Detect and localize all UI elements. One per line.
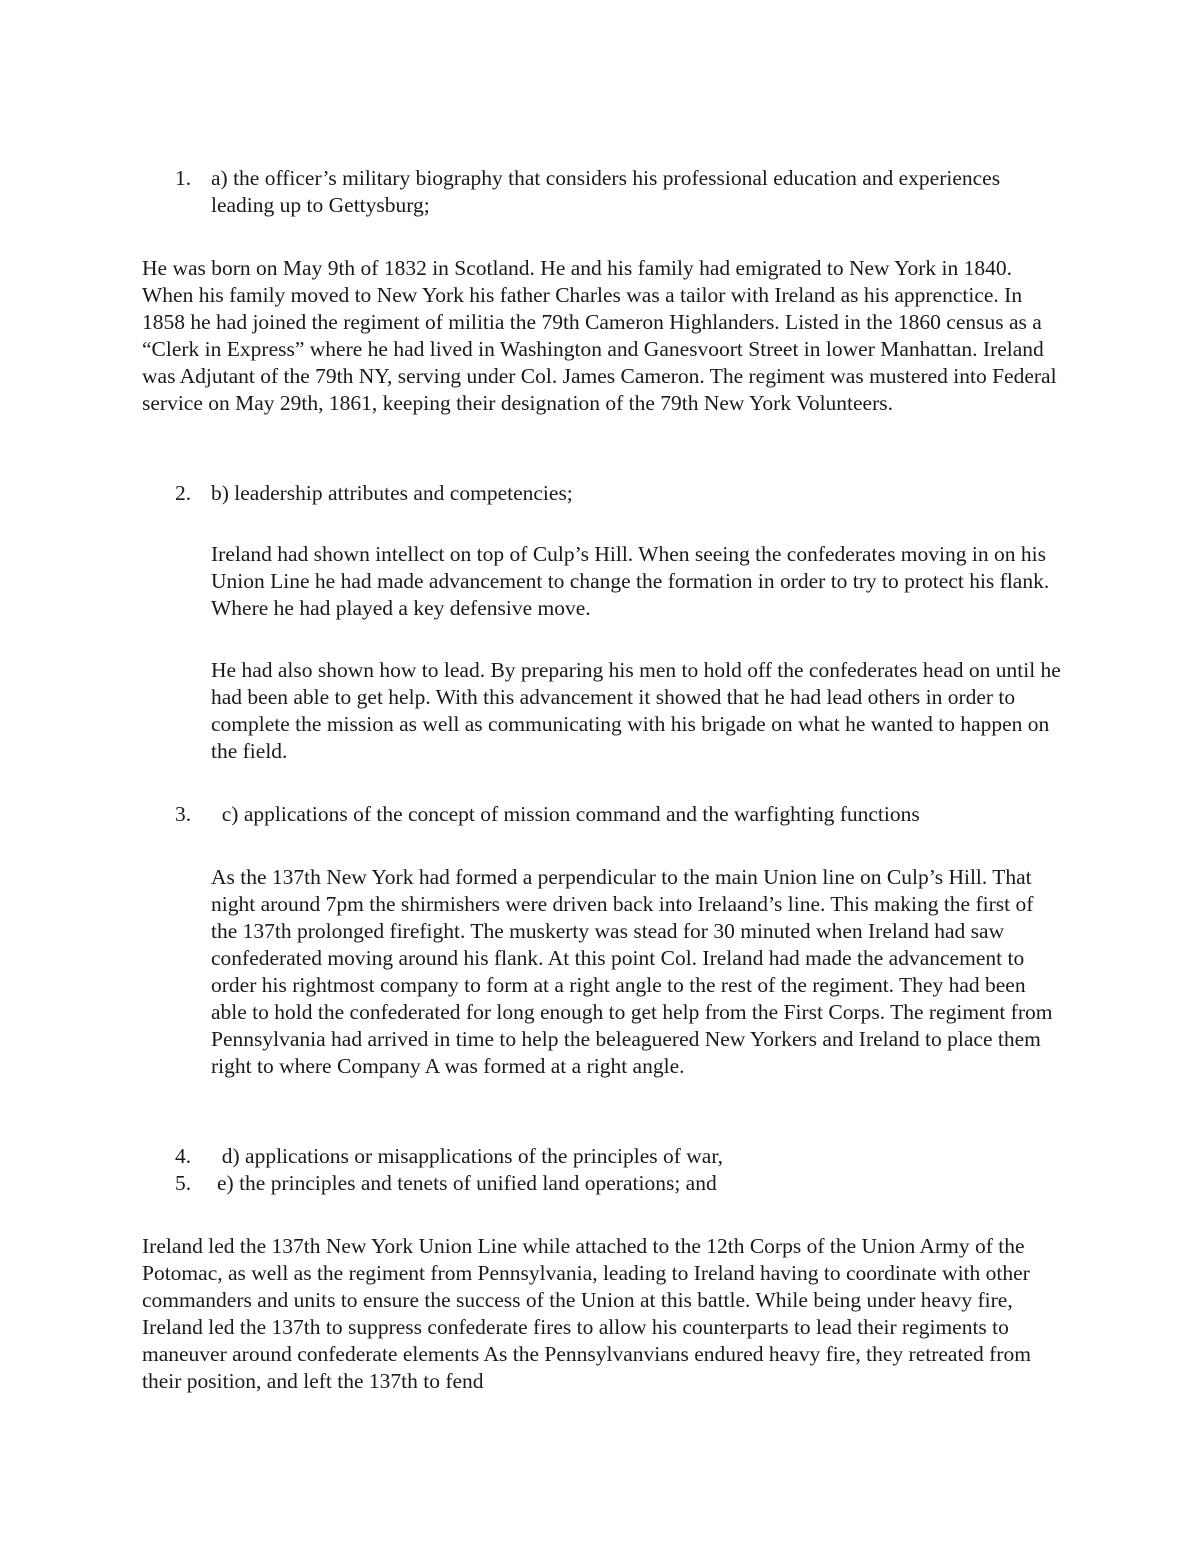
list-number: 5. bbox=[175, 1171, 192, 1195]
list-text: e) the principles and tenets of unified land operations; and bbox=[217, 1171, 717, 1195]
paragraph-unified-land-ops: Ireland led the 137th New York Union Line while attached to the 12th Corps of the Union Army of the Potomac, as well as the regiment from Pennsylvania, leading to Ireland having to coordinate with other commanders and units to ensure the success of the Union at this battle. While being under heavy fire, Ireland led the 137th to suppress confederate fires to allow his counterparts to lead their regiments to maneuver around confederate elements As the Pennsylvanvians endured heavy fire, they retreated from their position, and left the 137th to fend bbox=[142, 1234, 1031, 1393]
list-text: a) the officer’s military biography that considers his professional education and experiences leading up to Gettysburg; bbox=[211, 166, 1001, 217]
paragraph-mission-command: As the 137th New York had formed a perpendicular to the main Union line on Culp’s Hill. That night around 7pm the shirmishers were driven back into Irelaand’s line. This making the first of the 137th prolonged firefight. The muskerty was stead for 30 minuted when Ireland had saw confederated moving around his flank. At this point Col. Ireland had made the advancement to order his rightmost company to form at a right angle to the rest of the regiment. They had been able to hold the confederated for long enough to get help from the First Corps. The regiment from Pennsylvania had arrived in time to help the beleaguered New Yorkers and Ireland to place them right to where Company A was formed at a right angle. bbox=[211, 865, 1053, 1078]
paragraph-biography: He was born on May 9th of 1832 in Scotland. He and his family had emigrated to New York in 1840. When his family moved to New York his father Charles was a tailor with Ireland as his apprenctice. In 1858 he had joined the regiment of militia the 79th Cameron Highlanders. Listed in the 1860 census as a “Clerk in Express” where he had lived in Washington and Ganesvoort Street in lower Manhattan. Ireland was Adjutant of the 79th NY, serving under Col. James Cameron. The regiment was mustered into Federal service on May 29th, 1861, keeping their designation of the 79th New York Volunteers. bbox=[142, 256, 1057, 415]
list-number: 3. bbox=[175, 802, 192, 826]
list-text: b) leadership attributes and competencies; bbox=[211, 481, 573, 505]
paragraph-leadership-2: He had also shown how to lead. By preparing his men to hold off the confederates head on until he had been able to get help. With this advancement it showed that he had lead others in order to complete the mission as well as communicating with his brigade on what he wanted to happen on the field. bbox=[211, 658, 1061, 763]
list-number: 4. bbox=[175, 1144, 192, 1168]
list-number: 1. bbox=[175, 166, 192, 190]
paragraph-leadership-1: Ireland had shown intellect on top of Culp’s Hill. When seeing the confederates moving in on his Union Line he had made advancement to change the formation in order to try to protect his flank. Where he had played a key defensive move. bbox=[211, 542, 1050, 620]
list-text: d) applications or misapplications of the principles of war, bbox=[211, 1144, 724, 1168]
list-number: 2. bbox=[175, 481, 192, 505]
list-text: c) applications of the concept of mission command and the warfighting functions bbox=[211, 802, 920, 826]
